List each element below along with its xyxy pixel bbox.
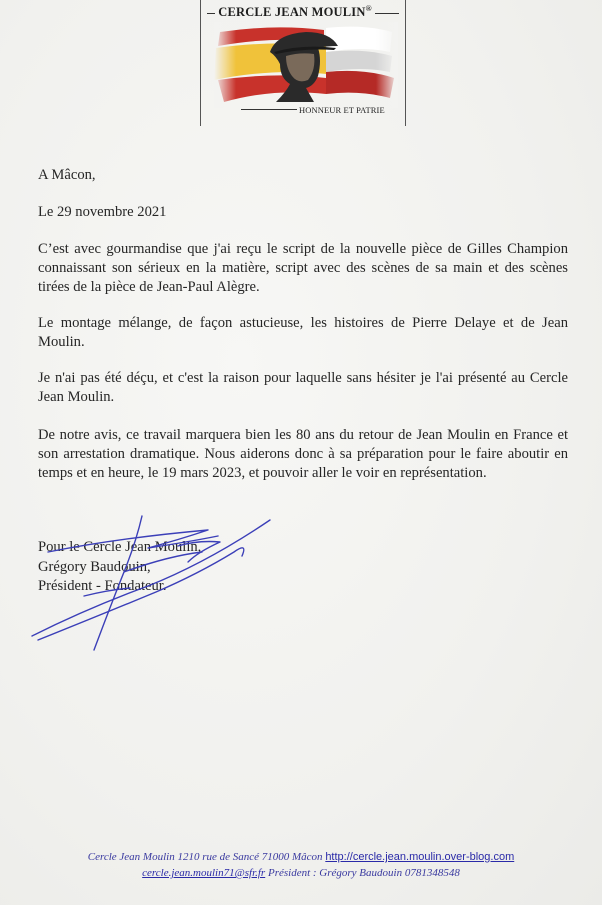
paragraph-4: De notre avis, ce travail marquera bien les 80 ans du retour de Jean Moulin en France et son arrestation dramatique. Nous aiderons donc à sa préparation pour le faire aboutir en temps et en heure, le 19 mars 2023, et pouvoir aller le voir en représentation. xyxy=(38,427,568,481)
organization-name: CERCLE JEAN MOULIN® xyxy=(201,4,405,20)
footer-line-1 xyxy=(0,849,602,865)
paragraph-3: Je n'ai pas été déçu, et c'est la raison pour laquelle sans hésiter je l'ai présenté au Cercle Jean Moulin. xyxy=(38,370,568,405)
website-link[interactable]: http://cercle.jean.moulin.over-blog.com xyxy=(325,851,515,863)
letterhead xyxy=(200,0,406,126)
closing-line-1: Pour le Cercle Jean Moulin, xyxy=(38,539,202,555)
paragraph-2: Le montage mélange, de façon astucieuse, les histoires de Pierre Delaye et de Jean Moulin. xyxy=(38,315,568,350)
motto: HONNEUR ET PATRIE xyxy=(299,105,385,115)
jean-moulin-emblem xyxy=(214,22,398,108)
footer xyxy=(0,849,602,881)
email-link[interactable]: cercle.jean.moulin71@sfr.fr xyxy=(142,867,266,879)
footer-address: Cercle Jean Moulin 1210 rue de Sancé 71000 Mâcon xyxy=(87,851,326,863)
letter-date: Le 29 novembre 2021 xyxy=(38,204,167,220)
footer-line-2 xyxy=(0,865,602,881)
closing-block xyxy=(38,538,568,597)
closing-line-2: Grégory Baudouin, xyxy=(38,558,151,575)
place: A Mâcon, xyxy=(38,167,96,183)
closing-line-3: Président - Fondateur. xyxy=(38,578,167,594)
paragraph-1: C’est avec gourmandise que j'ai reçu le script de la nouvelle pièce de Gilles Champion connaissant son sérieux en la matière, script avec des scènes de sa main et des scènes tirées de la pièce de Jean-Paul Alègre. xyxy=(38,241,568,295)
footer-president: Président : Grégory Baudouin 0781348548 xyxy=(265,867,460,879)
